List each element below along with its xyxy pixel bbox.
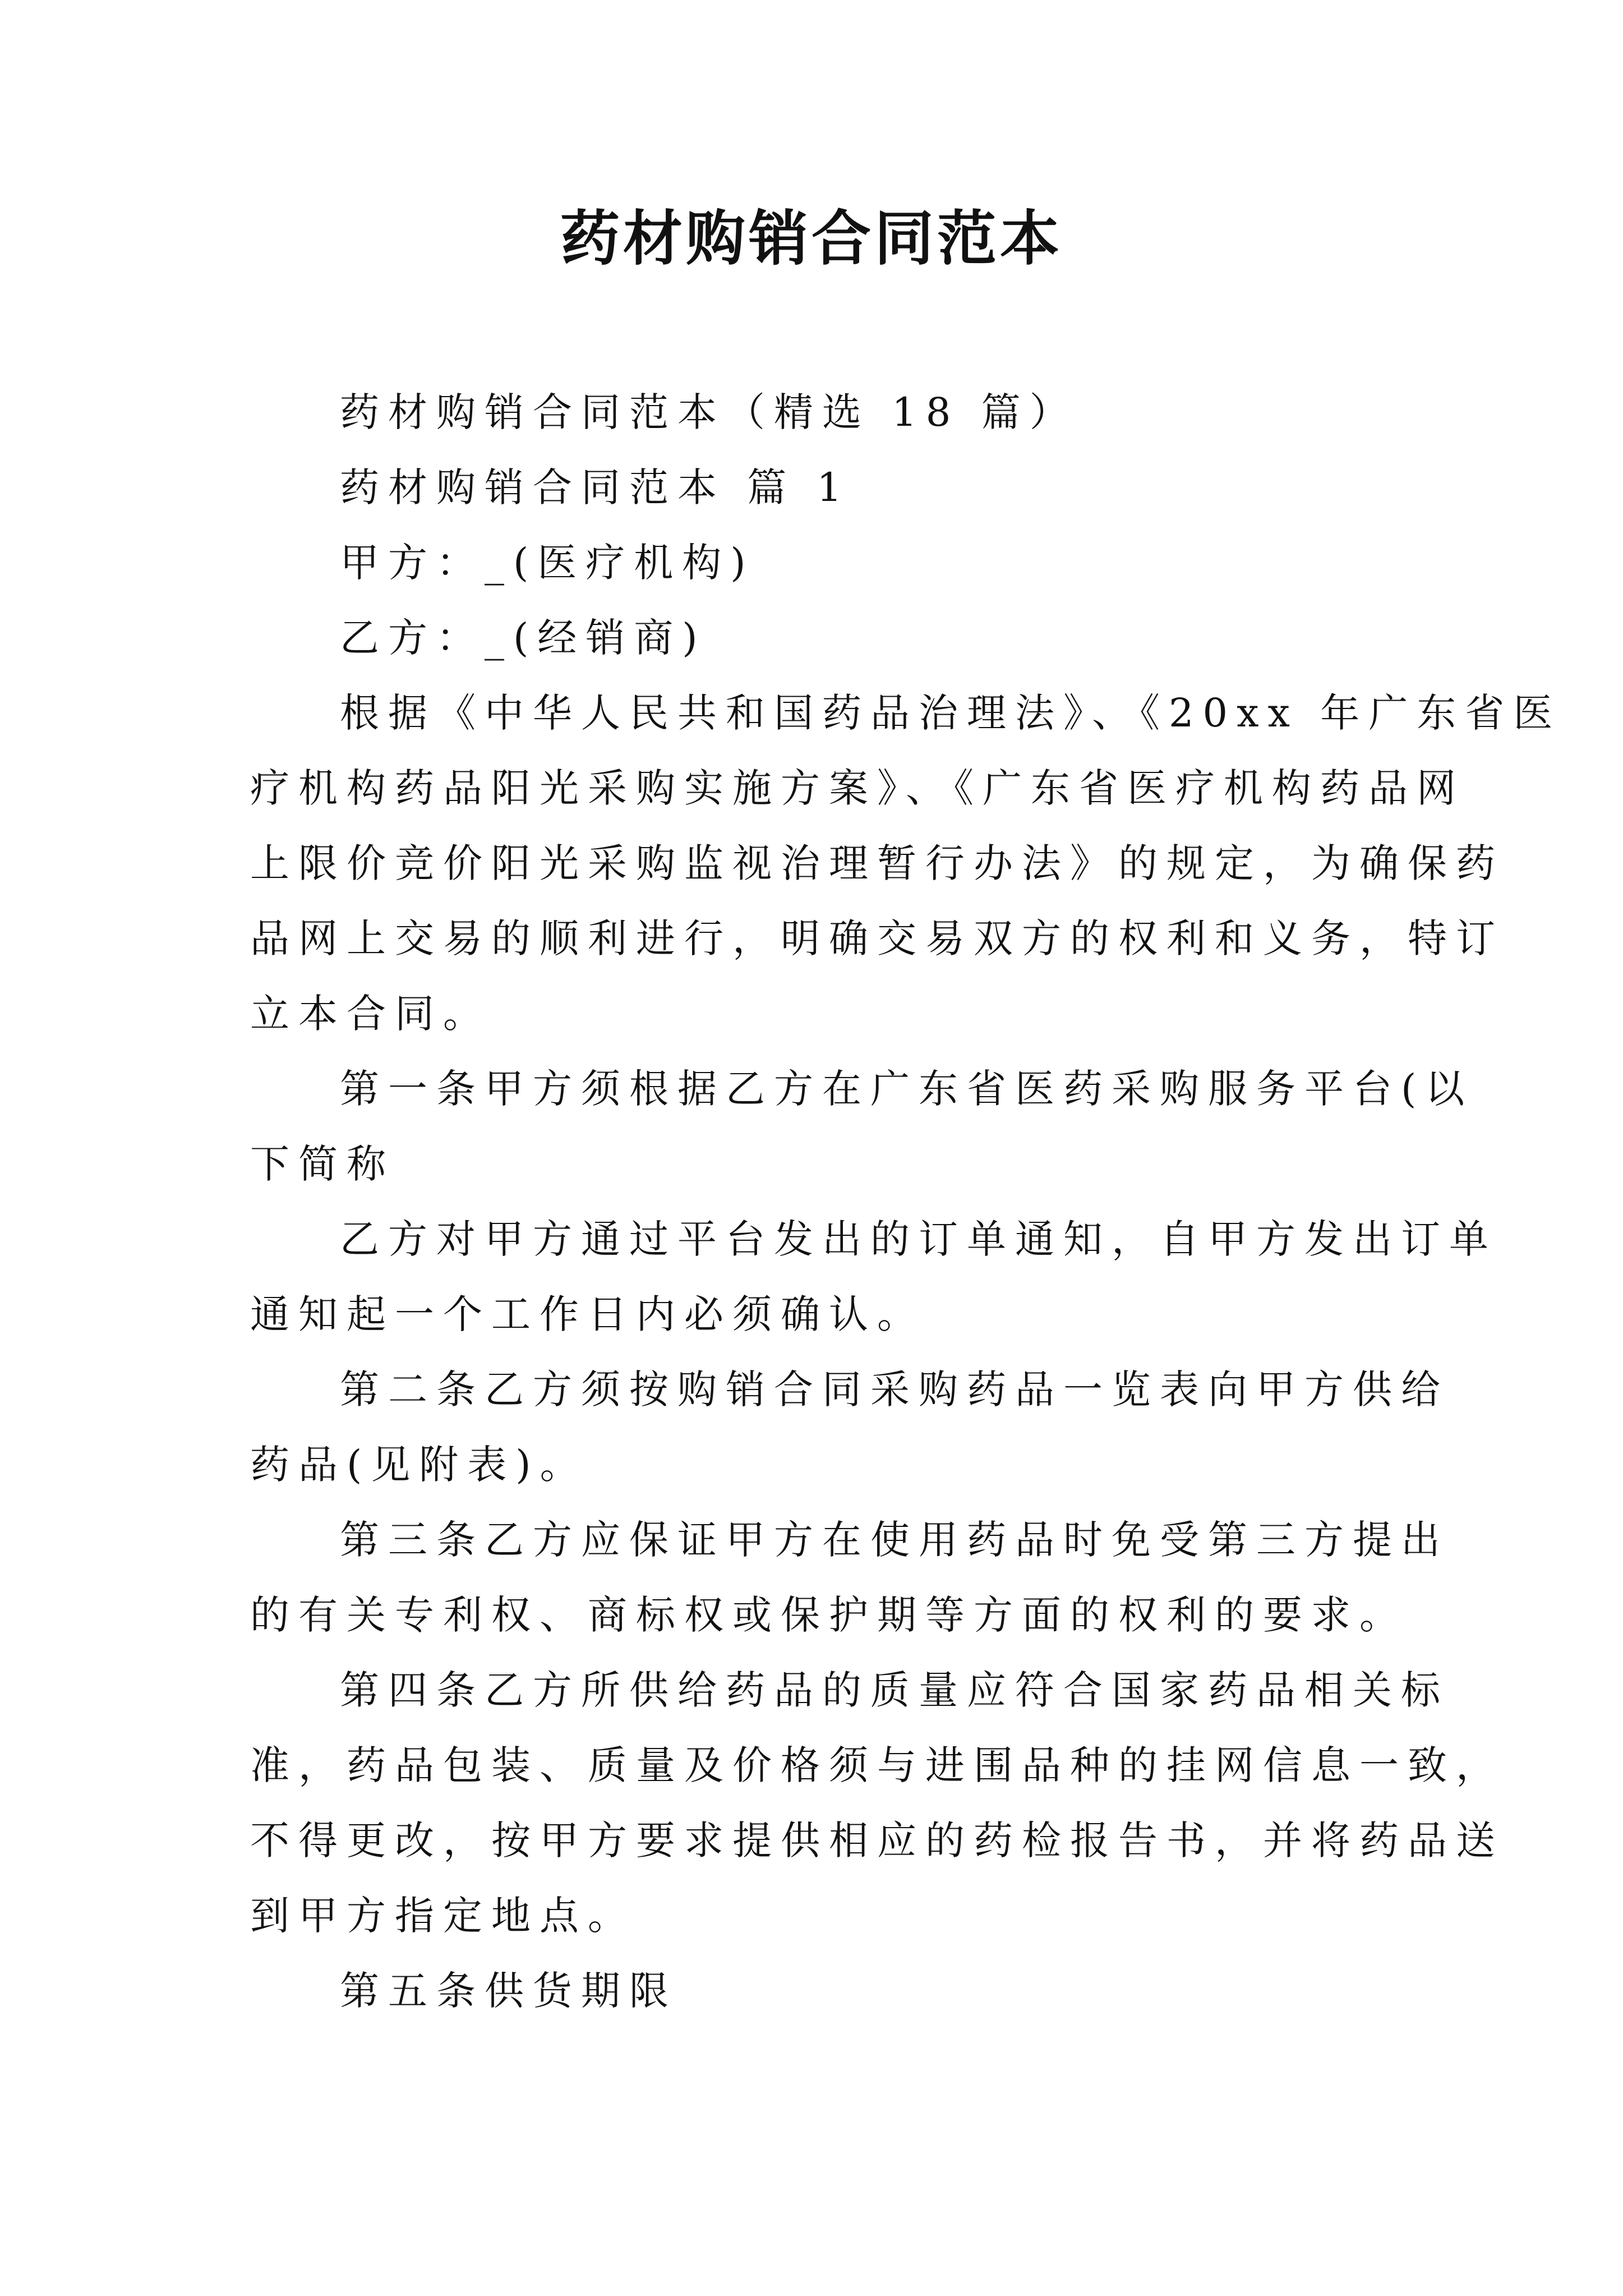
text-line: 第二条乙方须按购销合同采购药品一览表向甲方供给 [340, 1366, 1449, 1412]
text-line: 不得更改，按甲方要求提供相应的药检报告书，并将药品送 [250, 1818, 1504, 1864]
text-line: 疗机构药品阳光采购实施方案》、《广东省医疗机构药品网 [250, 765, 1465, 811]
text-line: 下简称 [250, 1141, 395, 1187]
text-line: 甲方：_(医疗机构) [340, 540, 755, 586]
text-line: 的有关专利权、商标权或保护期等方面的权利的要求。 [250, 1592, 1408, 1638]
document-title: 药材购销合同范本 [560, 203, 1063, 273]
text-line: 上限价竞价阳光采购监视治理暂行办法》的规定，为确保药 [250, 840, 1504, 886]
text-line: 到甲方指定地点。 [250, 1893, 636, 1939]
text-line: 根据《中华人民共和国药品治理法》、《20xx 年广东省医 [340, 690, 1562, 736]
text-line: 第三条乙方应保证甲方在使用药品时免受第三方提出 [340, 1517, 1449, 1563]
text-line: 药材购销合同范本 篇 1 [340, 464, 851, 510]
document-body [250, 375, 1562, 2028]
text-line: 乙方：_(经销商) [340, 615, 707, 661]
text-line: 通知起一个工作日内必须确认。 [250, 1291, 925, 1337]
text-line: 立本合同。 [250, 991, 491, 1037]
text-line: 准，药品包装、质量及价格须与进围品种的挂网信息一致， [250, 1742, 1504, 1788]
text-line: 药品(见附表)。 [250, 1442, 588, 1488]
text-line: 药材购销合同范本（精选 18 篇） [340, 389, 1078, 435]
text-line: 第五条供货期限 [340, 1968, 677, 2014]
text-line: 乙方对甲方通过平台发出的订单通知，自甲方发出订单 [340, 1216, 1497, 1262]
text-line: 第一条甲方须根据乙方在广东省医药采购服务平台(以 [340, 1066, 1474, 1112]
text-line: 品网上交易的顺利进行，明确交易双方的权利和义务，特订 [250, 915, 1504, 961]
text-line: 第四条乙方所供给药品的质量应符合国家药品相关标 [340, 1667, 1449, 1713]
